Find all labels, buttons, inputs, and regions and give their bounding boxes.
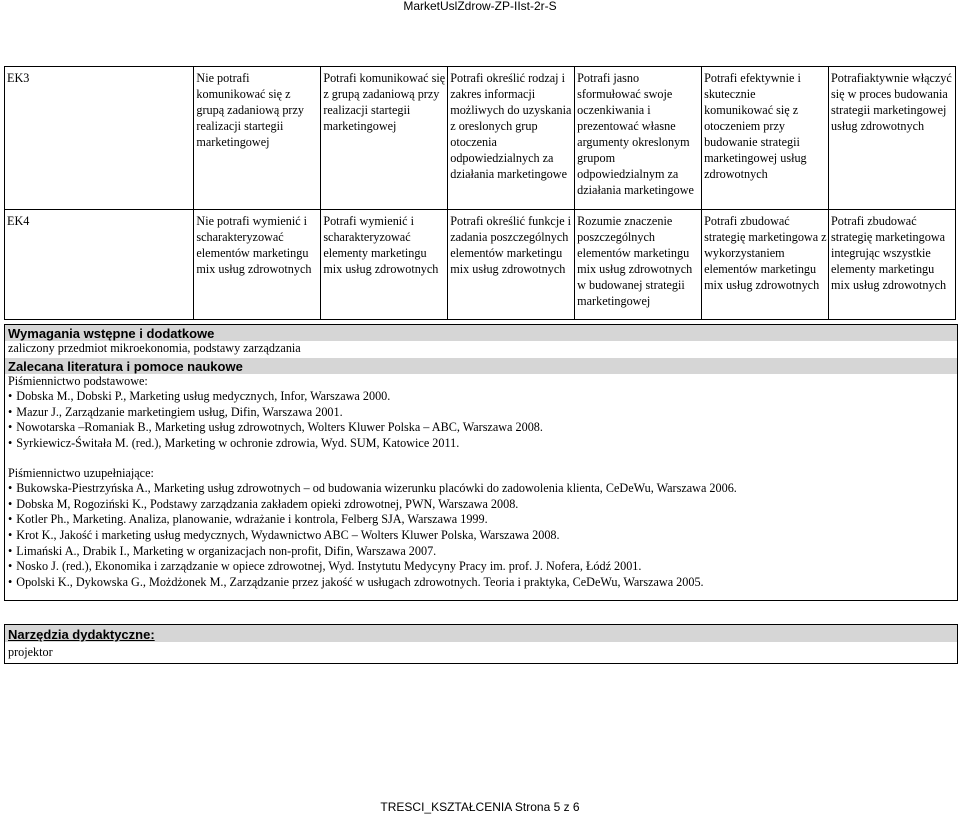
table-row [5, 67, 956, 210]
list-item: • Nowotarska –Romaniak B., Marketing usług zdrowotnych, Wolters Kluwer Polska – ABC, Warszawa 2008. [8, 420, 954, 436]
tools-text: projektor [8, 645, 53, 659]
list-item: • Nosko J. (red.), Ekonomika i zarządzanie w opiece zdrowotnej, Wyd. Instytutu Medycyny Pracy im. prof. J. Nofera, Łódź 2001. [8, 559, 954, 575]
grade-cell: Potrafi efektywnie i skutecznie komunikować się z otoczeniem przy budowanie strategii marketingowej usług zdrowotnych [702, 67, 829, 210]
tools-section [4, 624, 958, 664]
effect-code: EK3 [5, 67, 194, 210]
grade-cell: Potrafi wymienić i scharakteryzować elementy marketingu mix usług zdrowotnych [321, 210, 448, 320]
list-item: • Dobska M., Dobski P., Marketing usług medycznych, Infor, Warszawa 2000. [8, 389, 954, 405]
page-header: MarketUslZdrow-ZP-IIst-2r-S [403, 0, 557, 13]
literature-heading: Zalecana literatura i pomoce naukowe [5, 358, 957, 374]
list-item: • Syrkiewicz-Świtała M. (red.), Marketing w ochronie zdrowia, Wyd. SUM, Katowice 2011. [8, 436, 954, 452]
learning-effects-table [4, 66, 956, 320]
page-footer: TRESCI_KSZTAŁCENIA Strona 5 z 6 [380, 800, 580, 814]
list-item: • Mazur J., Zarządzanie marketingiem usług, Difin, Warszawa 2001. [8, 405, 954, 421]
grade-cell: Potrafi jasno sformułować swoje oczenkiwania i prezentować własne argumenty okreslonym grupom odpowiedzialnym za działania marketingowe [575, 67, 702, 210]
grade-cell: Potrafiaktywnie włączyć się w proces budowania strategii marketingowej usług zdrowotnych [829, 67, 956, 210]
list-item: • Opolski K., Dykowska G., Możdżonek M., Zarządzanie przez jakość w usługach zdrowotnych. Teoria i praktyka, CeDeWu, Warszawa 2005. [8, 575, 954, 591]
grade-cell: Nie potrafi wymienić i scharakteryzować elementów marketingu mix usług zdrowotnych [194, 210, 321, 320]
grade-cell: Potrafi zbudować strategię marketingowa z wykorzystaniem elementów marketingu mix usług zdrowotnych [702, 210, 829, 320]
list-item: • Dobska M, Rogoziński K., Podstawy zarządzania zakładem opieki zdrowotnej, PWN, Warszawa 2008. [8, 497, 954, 513]
list-item: • Krot K., Jakość i marketing usług medycznych, Wydawnictwo ABC – Wolters Kluwer Polska, Warszawa 2008. [8, 528, 954, 544]
grade-cell: Rozumie znaczenie poszczególnych elementów marketingu mix usług zdrowotnych w budowanej strategii marketingowej [575, 210, 702, 320]
basic-literature-label: Piśmiennictwo podstawowe: [8, 374, 148, 388]
grade-cell: Potrafi określić funkcje i zadania poszczególnych elementów marketingu mix usług zdrowotnych [448, 210, 575, 320]
list-item: • Bukowska-Piestrzyńska A., Marketing usług zdrowotnych – od budowania wizerunku placówki do zadowolenia klienta, CeDeWu, Warszawa 2006. [8, 481, 954, 497]
requirements-text: zaliczony przedmiot mikroekonomia, podstawy zarządzania [8, 341, 301, 355]
literature-section [4, 358, 958, 601]
requirements-section [4, 324, 958, 360]
supplementary-literature-list [5, 481, 957, 591]
grade-cell: Potrafi komunikować się z grupą zadaniową przy realizacji startegii marketingowej [321, 67, 448, 210]
requirements-heading: Wymagania wstępne i dodatkowe [5, 325, 957, 341]
basic-literature-list [5, 389, 957, 452]
tools-heading: Narzędzia dydaktyczne: [5, 625, 957, 642]
list-item: • Limański A., Drabik I., Marketing w organizacjach non-profit, Difin, Warszawa 2007. [8, 544, 954, 560]
grade-cell: Potrafi zbudować strategię marketingowa integrując wszystkie elementy marketingu mix usług zdrowotnych [829, 210, 956, 320]
table-row [5, 210, 956, 320]
list-item: • Kotler Ph., Marketing. Analiza, planowanie, wdrażanie i kontrola, Felberg SJA, Warszawa 1999. [8, 512, 954, 528]
spacer [5, 452, 957, 466]
supplementary-literature-label: Piśmiennictwo uzupełniające: [8, 465, 154, 480]
effect-code: EK4 [5, 210, 194, 320]
grade-cell: Nie potrafi komunikować się z grupą zadaniową przy realizacji startegii marketingowej [194, 67, 321, 210]
grade-cell: Potrafi określić rodzaj i zakres informacji możliwych do uzyskania z oreslonych grup otoczenia odpowiedzialnych za działania marketingowe [448, 67, 575, 210]
